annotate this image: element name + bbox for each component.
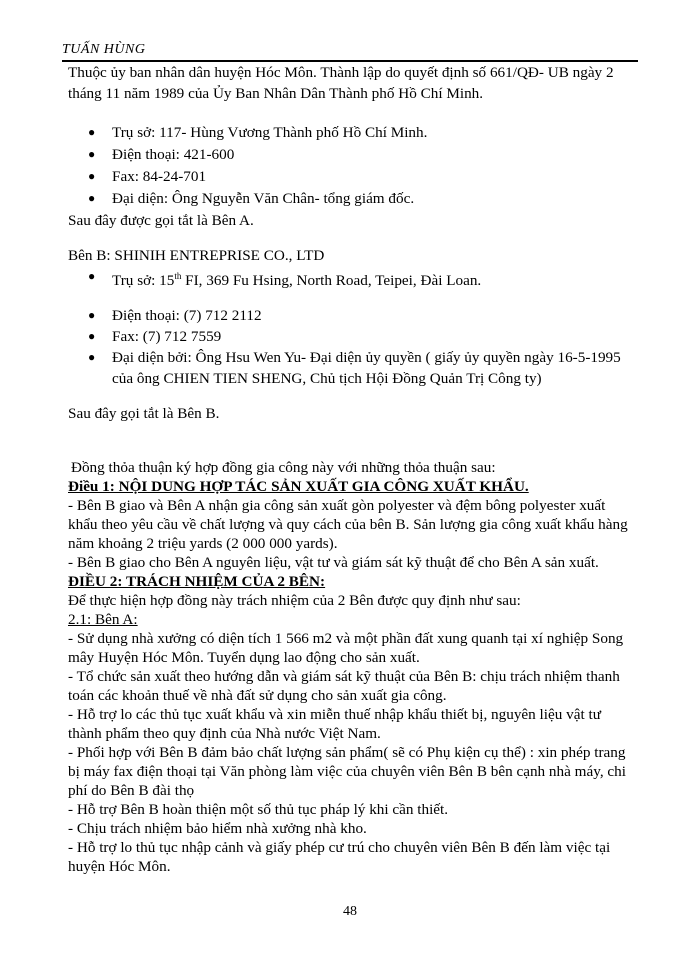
page-content bbox=[68, 62, 638, 876]
article-2-paragraph: - Tổ chức sản xuất theo hướng dẫn và giám sát kỹ thuật của Bên B: chịu trách nhiệm thanh toán các khoản thuế về nhà đất sử dụng cho sản xuất gia công. bbox=[68, 668, 620, 705]
bullet-icon: ● bbox=[88, 125, 96, 139]
list-item-text: Đại diện bởi: Ông Hsu Wen Yu- Đại diện ủy quyền ( giấy ủy quyền ngày 16-5-1995 của ông CHIEN TIEN SHENG, Chủ tịch Hội Đồng Quản Trị Công ty) bbox=[112, 349, 621, 388]
party-a-intro: Thuộc ủy ban nhân dân huyện Hóc Môn. Thành lập do quyết định số 661/QĐ- UB ngày 2 tháng 11 năm 1989 của Ủy Ban Nhân Dân Thành phố Hồ Chí Minh. bbox=[68, 64, 614, 102]
article-2-heading: ĐIỀU 2: TRÁCH NHIỆM CỦA 2 BÊN: bbox=[68, 573, 326, 591]
article-1-paragraph: - Bên B giao cho Bên A nguyên liệu, vật tư và giám sát kỹ thuật để cho Bên A sản xuất. bbox=[68, 554, 599, 572]
list-item-text: Điện thoại: (7) 712 2112 bbox=[112, 307, 262, 325]
article-2-paragraph: - Hỗ trợ lo thủ tục nhập cảnh và giấy phép cư trú cho chuyên viên Bên B đến làm việc tại huyện Hóc Môn. bbox=[68, 839, 611, 876]
bullet-icon: ● bbox=[88, 269, 96, 283]
running-header: TUẤN HÙNG bbox=[62, 42, 146, 57]
list-item-text: Điện thoại: 421-600 bbox=[112, 146, 235, 163]
party-b-details bbox=[68, 266, 638, 291]
address-suffix: FI, 369 Fu Hsing, North Road, Teipei, Đài Loan. bbox=[181, 272, 482, 290]
bullet-icon: ● bbox=[88, 329, 96, 344]
list-item-text: Trụ sở: 117- Hùng Vương Thành phố Hồ Chí Minh. bbox=[112, 124, 428, 141]
list-item-text: Đại diện: Ông Nguyễn Văn Chân- tổng giám đốc. bbox=[112, 190, 415, 207]
party-a-fax bbox=[68, 166, 638, 187]
party-a-details bbox=[68, 122, 638, 209]
address-prefix: Trụ sở: 15 bbox=[112, 272, 175, 290]
address-superscript: th bbox=[174, 271, 182, 281]
list-item-text: Fax: 84-24-701 bbox=[112, 168, 207, 185]
bullet-icon: ● bbox=[88, 169, 96, 183]
page-number: 48 bbox=[343, 904, 357, 919]
agreement-intro: Đồng thỏa thuận ký hợp đồng gia công này với những thỏa thuận sau: bbox=[71, 459, 496, 477]
article-2-paragraph: - Hỗ trợ lo các thủ tục xuất khẩu và xin miễn thuế nhập khẩu thiết bị, nguyên liệu vật tư thành phẩm theo quy định của Nhà nước Việt Nam. bbox=[68, 706, 601, 743]
article-2-paragraph: - Chịu trách nhiệm bảo hiểm nhà xưởng nhà kho. bbox=[68, 820, 367, 838]
party-b-closing: Sau đây gọi tắt là Bên B. bbox=[68, 405, 220, 423]
list-item-text: Fax: (7) 712 7559 bbox=[112, 328, 222, 346]
article-1-paragraph: - Bên B giao và Bên A nhận gia công sản xuất gòn polyester và đệm bông polyester xuất khẩu theo yêu cầu về chất lượng và quy cách của bên B. Sản lượng gia công xuất khẩu hàng năm khoảng 2 triệu yards (2 000 000 yards). bbox=[68, 497, 628, 553]
party-b-intro: Bên B: SHINIH ENTREPRISE CO., LTD bbox=[68, 247, 325, 264]
party-a-closing: Sau đây được gọi tắt là Bên A. bbox=[68, 212, 254, 229]
agreement-body bbox=[68, 458, 638, 876]
party-a-representative bbox=[68, 188, 638, 209]
party-a-phone bbox=[68, 144, 638, 165]
bullet-icon: ● bbox=[88, 350, 96, 365]
article-1-heading: Điều 1: NỘI DUNG HỢP TÁC SẢN XUẤT GIA CÔNG XUẤT KHẨU. bbox=[68, 478, 529, 496]
party-b-contacts bbox=[68, 305, 638, 389]
article-2-1-subheading: 2.1: Bên A: bbox=[68, 611, 138, 629]
party-b-address bbox=[68, 266, 638, 291]
article-2-paragraph: - Hỗ trợ Bên B hoàn thiện một số thủ tục pháp lý khi cần thiết. bbox=[68, 801, 449, 819]
bullet-icon: ● bbox=[88, 147, 96, 161]
bullet-icon: ● bbox=[88, 191, 96, 205]
article-2-intro: Để thực hiện hợp đồng này trách nhiệm của 2 Bên được quy định như sau: bbox=[68, 592, 521, 610]
article-2-paragraph: - Sử dụng nhà xưởng có diện tích 1 566 m2 và một phần đất xung quanh tại xí nghiệp Song mây Huyện Hóc Môn. Tuyển dụng lao động cho sản xuất. bbox=[68, 630, 624, 667]
party-b-representative bbox=[68, 347, 638, 389]
party-b-phone bbox=[68, 305, 638, 326]
party-a-address bbox=[68, 122, 638, 143]
bullet-icon: ● bbox=[88, 308, 96, 323]
article-2-paragraph: - Phối hợp với Bên B đảm bảo chất lượng sản phẩm( sẽ có Phụ kiện cụ thể) : xin phép trang bị máy fax điện thoại tại Văn phòng làm việc của chuyên viên Bên B bên cạnh nhà máy, chi phí do Bên B đài thọ bbox=[68, 744, 626, 800]
party-b-fax bbox=[68, 326, 638, 347]
